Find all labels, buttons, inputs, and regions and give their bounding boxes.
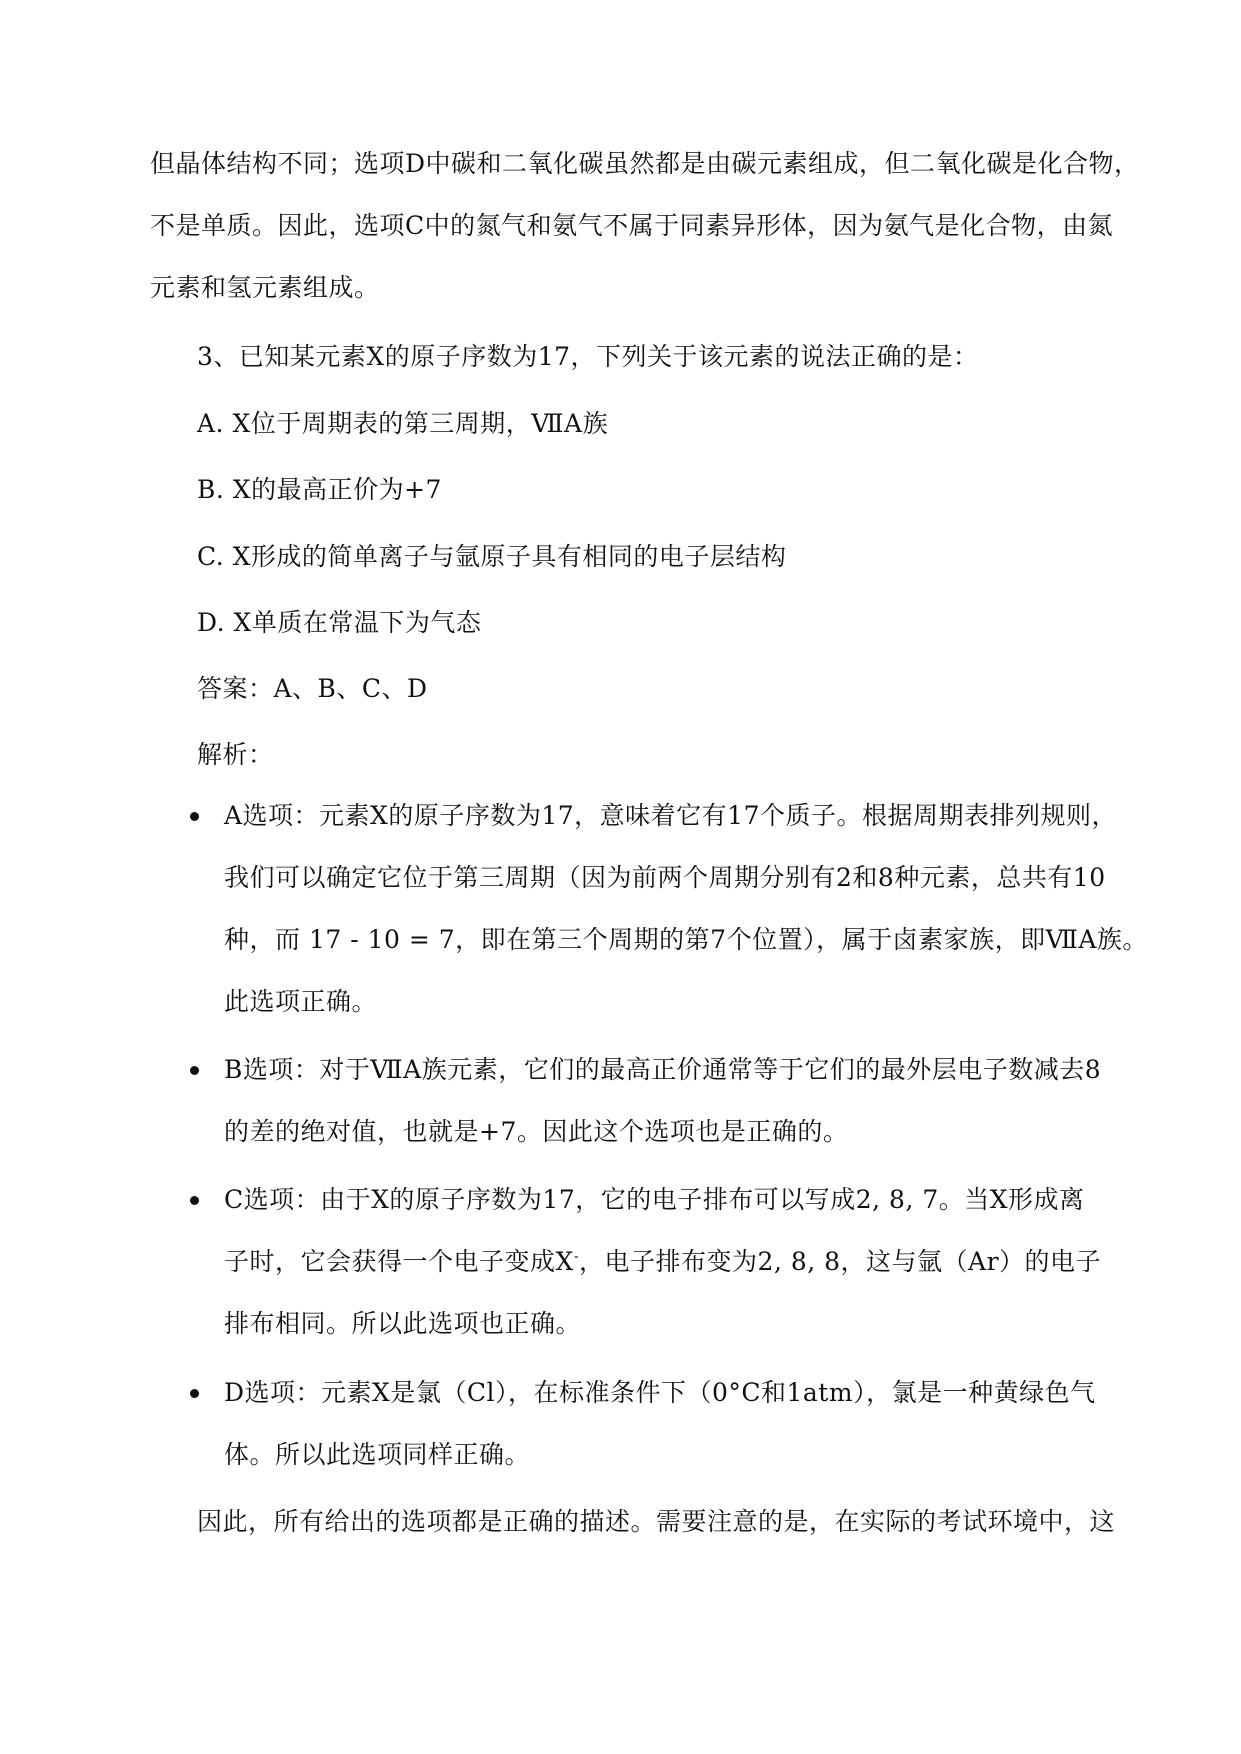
bullet-d-icon [190,1389,199,1398]
analysis-b-line-1: B选项：对于ⅦA族元素，它们的最高正价通常等于它们的最外层电子数减去8 [224,1055,1102,1084]
analysis-c-line-3: 排布相同。所以此选项也正确。 [224,1309,582,1338]
analysis-a-line-4: 此选项正确。 [224,987,378,1016]
analysis-b-line-2: 的差的绝对值，也就是+7。因此这个选项也是正确的。 [224,1117,849,1146]
intro-line-2: 不是单质。因此，选项C中的氮气和氨气不属于同素异形体，因为氨气是化合物，由氮 [150,211,1114,240]
analysis-c-line-2-post: ，电子排布变为2, 8, 8，这与氩（Ar）的电子 [579,1247,1102,1276]
bullet-c-icon [190,1196,199,1205]
analysis-a-line-2: 我们可以确定它位于第三周期（因为前两个周期分别有2和8种元素，总共有10 [224,863,1106,892]
analysis-c-line-1: C选项：由于X的原子序数为17，它的电子排布可以写成2, 8, 7。当X形成离 [224,1185,1085,1214]
analysis-d-line-2: 体。所以此选项同样正确。 [224,1440,531,1469]
bullet-a-icon [190,812,199,821]
option-b: B. X的最高正价为+7 [197,475,442,504]
analysis-d-line-1: D选项：元素X是氯（Cl），在标准条件下（0°C和1atm），氯是一种黄绿色气 [224,1378,1096,1407]
analysis-a-line-1: A选项：元素X的原子序数为17，意味着它有17个质子。根据周期表排列规则， [224,801,1117,830]
option-a: A. X位于周期表的第三周期，ⅦA族 [197,409,609,438]
intro-line-1: 但晶体结构不同；选项D中碳和二氧化碳虽然都是由碳元素组成，但二氧化碳是化合物， [150,149,1140,178]
conclusion-line: 因此，所有给出的选项都是正确的描述。需要注意的是，在实际的考试环境中，这 [197,1507,1116,1536]
intro-line-3: 元素和氢元素组成。 [150,273,380,302]
option-d: D. X单质在常温下为气态 [197,608,482,637]
question-stem: 3、已知某元素X的原子序数为17，下列关于该元素的说法正确的是： [197,342,979,371]
analysis-label: 解析： [197,740,274,769]
analysis-c-line-2 [224,1244,1101,1280]
option-c: C. X形成的简单离子与氩原子具有相同的电子层结构 [197,542,787,571]
bullet-b-icon [190,1066,199,1075]
analysis-c-line-2-pre: 子时，它会获得一个电子变成X [224,1247,574,1276]
answer-line: 答案：A、B、C、D [197,674,428,703]
ion-charge-superscript: - [573,1248,580,1265]
analysis-a-line-3: 种，而 17 - 10 = 7，即在第三个周期的第7个位置），属于卤素家族，即ⅦA族。 [224,925,1148,954]
